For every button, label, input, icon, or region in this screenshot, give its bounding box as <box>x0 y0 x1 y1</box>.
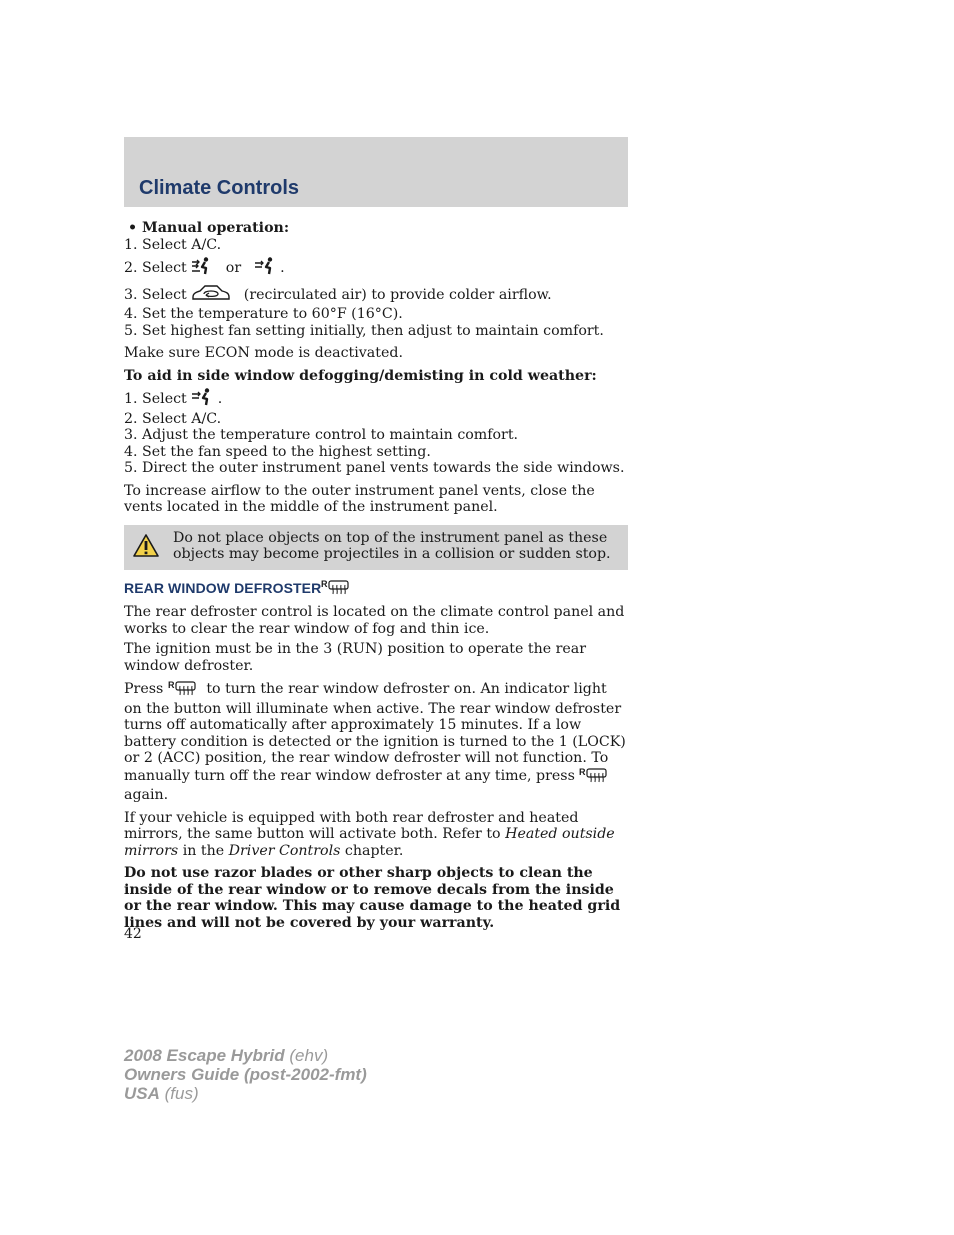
rear-defroster-para-1: The rear defroster control is located on the climate control panel and works to clear the rear window of fog and thin ice. <box>124 604 625 637</box>
rear-defroster-para-4: If your vehicle is equipped with both rear defroster and heated mirrors, the same button will activate both. Refer to Heated outside mirrors in the Driver Controls chapter. <box>124 809 615 859</box>
defog-step-3: 3. Adjust the temperature control to maintain comfort. <box>124 427 519 443</box>
manual-step-3: 3. Select (recirculated air) to provide colder airflow. <box>124 284 628 307</box>
svg-text:R: R <box>579 766 586 777</box>
manual-step-1: 1. Select A/C. <box>124 236 222 253</box>
rear-defroster-caution: Do not use razor blades or other sharp objects to clean the inside of the rear window or to remove decals from the inside or the rear window. This may cause damage to the heated grid lines and will not be covered by your warranty. <box>124 865 621 931</box>
warning-text: Do not place objects on top of the instrument panel as these objects may become projectiles in a collision or sudden stop. <box>173 529 611 562</box>
footer-line-1: 2008 Escape Hybrid (ehv) <box>124 1046 329 1065</box>
manual-heading: • Manual operation: <box>128 220 290 236</box>
warning-box <box>124 525 628 570</box>
footer-line-2: Owners Guide (post-2002-fmt) <box>124 1065 367 1084</box>
cross-reference-heated-mirrors: Heated outside mirrors <box>124 826 615 859</box>
manual-step-4: 4. Set the temperature to 60°F (16°C). <box>124 306 403 322</box>
recirculation-icon <box>191 284 231 307</box>
panel-vent-icon <box>191 388 213 411</box>
econ-note: Make sure ECON mode is deactivated. <box>124 345 403 361</box>
page-number: 42 <box>124 926 142 942</box>
rear-defrost-icon <box>321 579 349 599</box>
cross-reference-driver-controls: Driver Controls <box>228 842 341 859</box>
page-title: Climate Controls <box>139 177 300 199</box>
rear-defroster-para-3: Press R to turn the rear window defroster on. An indicator light on the button will illuminate when active. The rear window defroster turns off automatically after approximately 15 minutes. If a low battery condition is detected or the ignition is turned to the 1 (LOCK) or 2 (ACC) position, the rear window defroster will not function. To manually turn off the rear window defroster at any time, press R again. <box>124 680 626 803</box>
footer-line-3: USA (fus) <box>124 1084 199 1103</box>
section-heading-rear-defroster: REAR WINDOW DEFROSTER R <box>124 579 628 599</box>
rear-defrost-icon <box>168 680 196 701</box>
airflow-note: To increase airflow to the outer instrument panel vents, close the vents located in the middle of the instrument panel. <box>124 482 595 515</box>
manual-step-2: 2. Select or . <box>124 257 628 280</box>
defog-step-1: 1. Select . <box>124 388 628 411</box>
footer <box>124 1046 367 1103</box>
defog-heading: To aid in side window defogging/demisting in cold weather: <box>124 367 597 384</box>
defog-step-5: 5. Direct the outer instrument panel vents towards the side windows. <box>124 460 625 476</box>
defog-step-4: 4. Set the fan speed to the highest setting. <box>124 443 431 460</box>
floor-panel-vent-icon <box>191 257 213 280</box>
manual-step-5: 5. Set highest fan setting initially, then adjust to maintain comfort. <box>124 322 604 339</box>
content <box>124 220 628 931</box>
rear-defroster-para-2: The ignition must be in the 3 (RUN) position to operate the rear window defroster. <box>124 641 587 674</box>
warning-triangle-icon <box>132 533 160 564</box>
rear-defrost-icon <box>579 767 607 788</box>
svg-text:R: R <box>321 578 328 589</box>
svg-text:R: R <box>167 680 175 690</box>
defog-step-2: 2. Select A/C. <box>124 410 222 427</box>
panel-vent-icon <box>254 257 276 280</box>
